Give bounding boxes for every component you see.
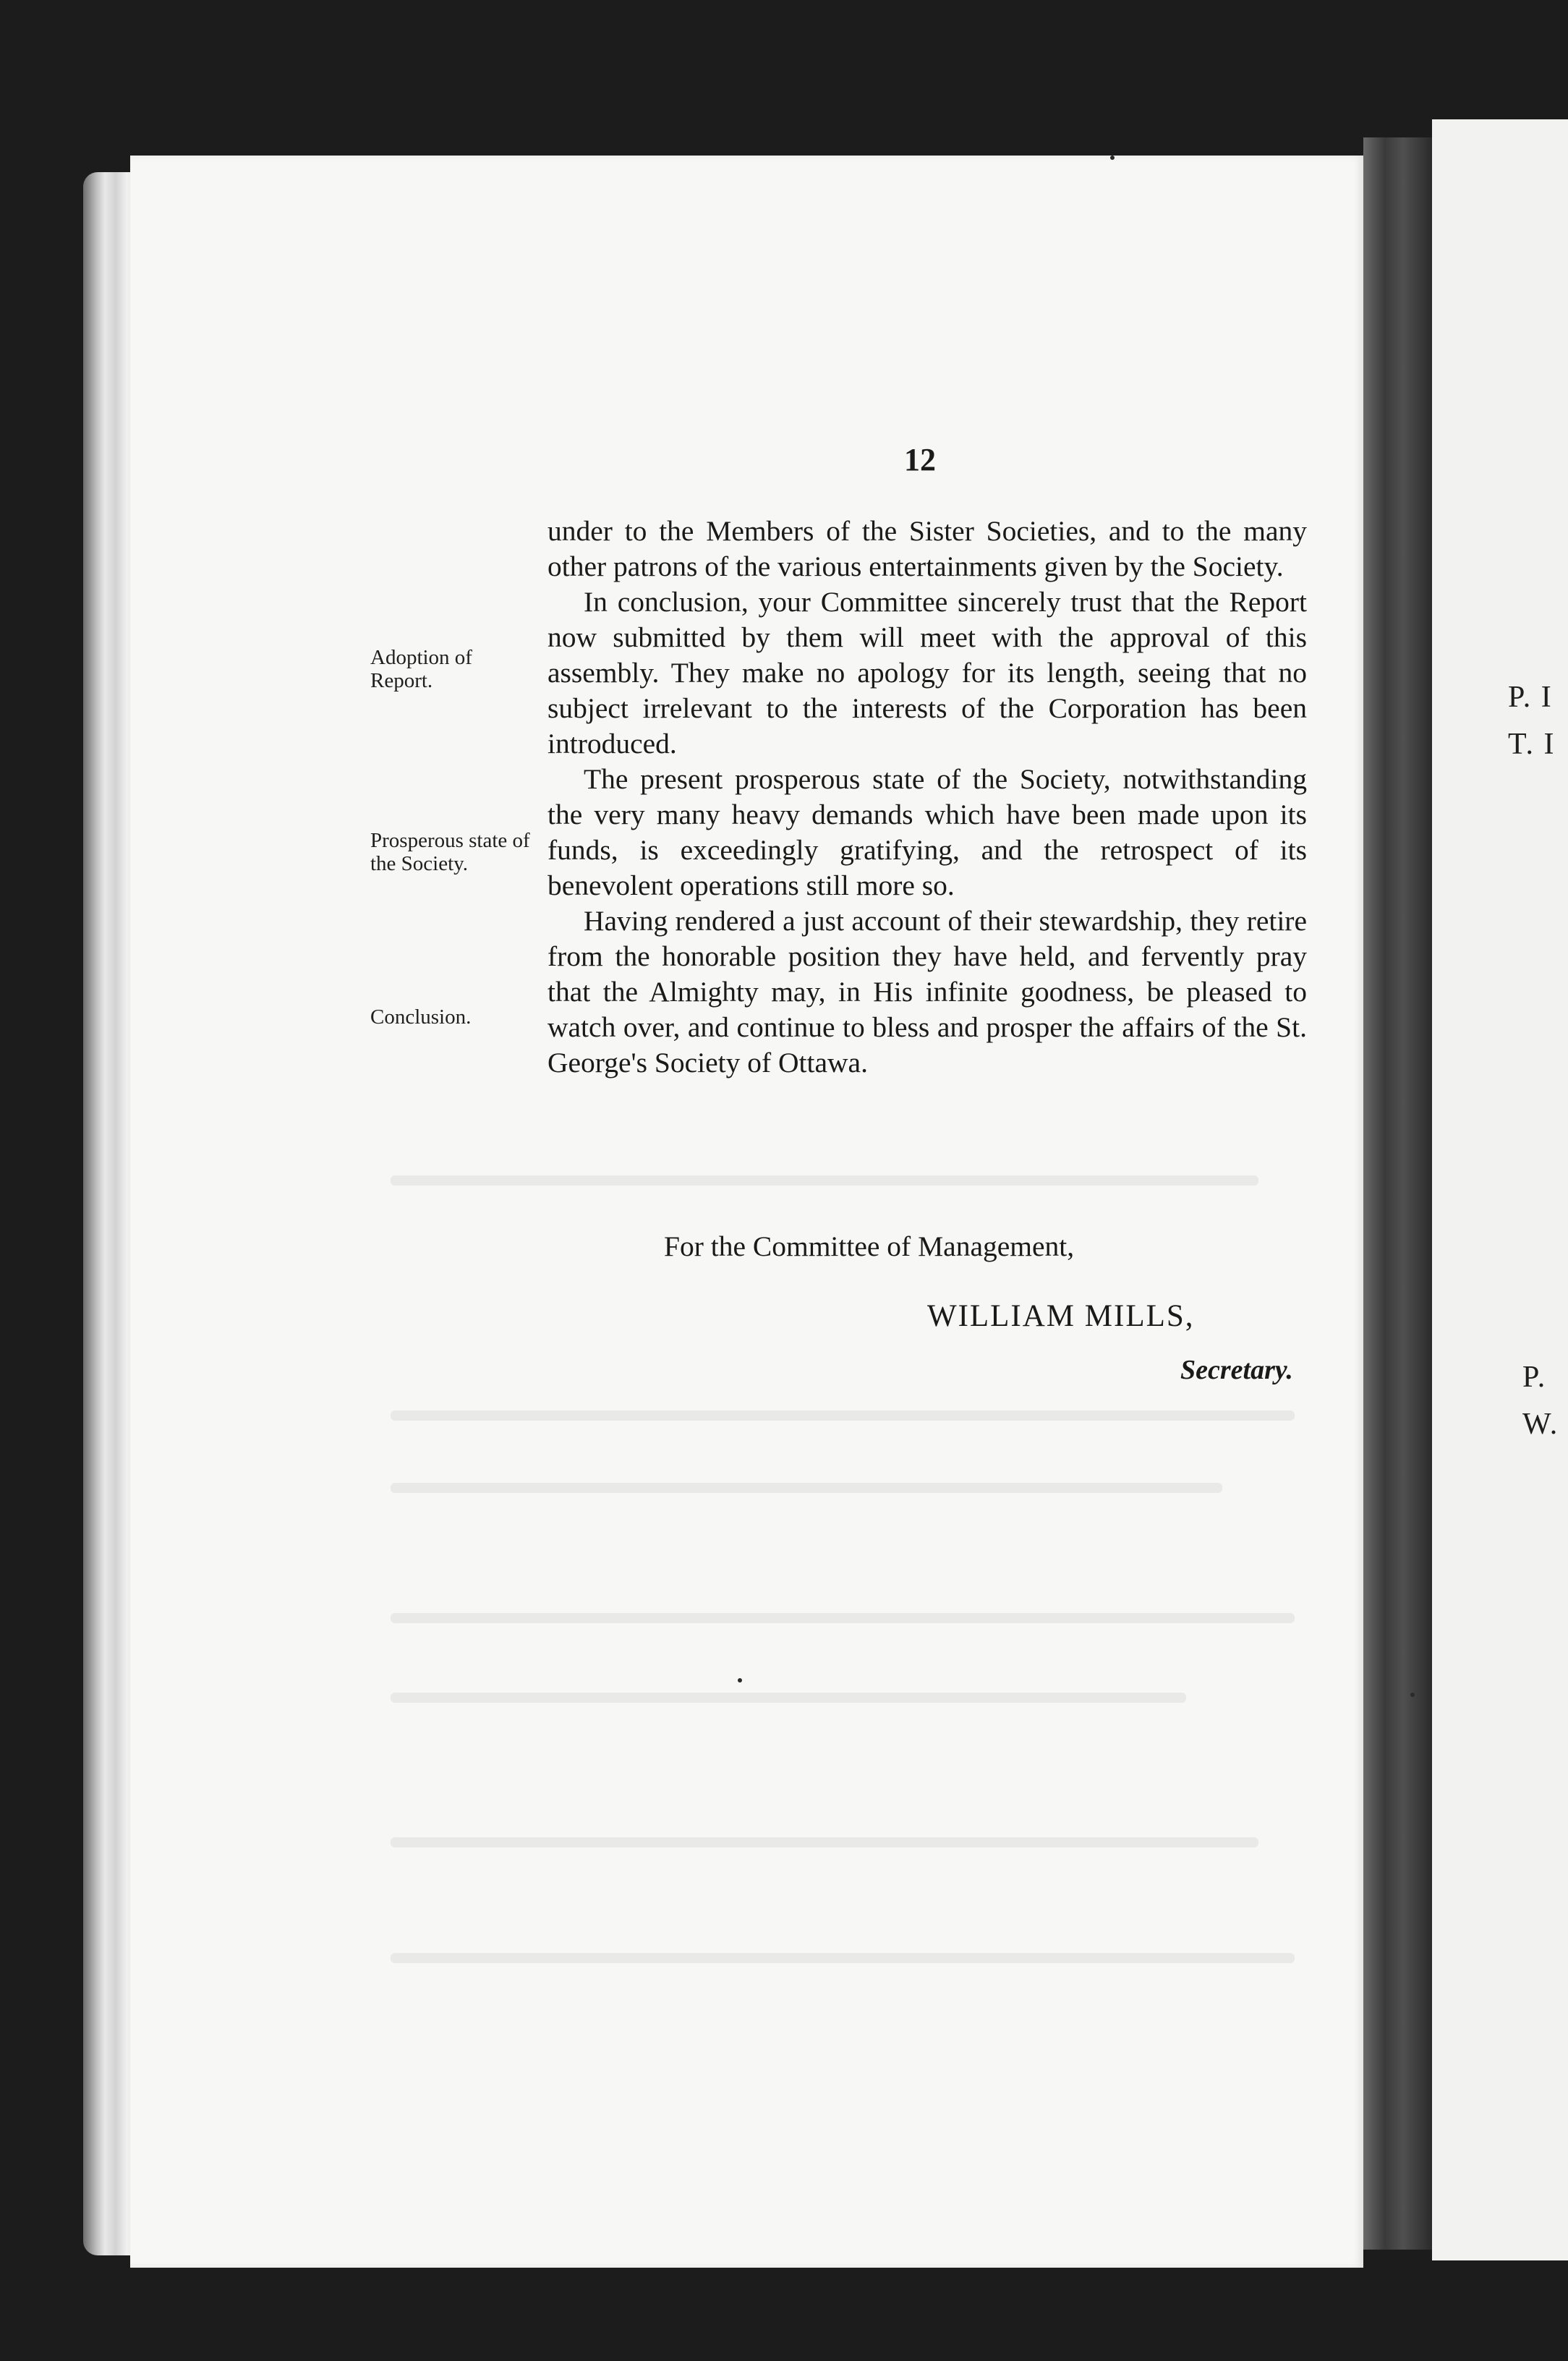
dust-speck (1110, 156, 1115, 160)
book-gutter (1363, 137, 1432, 2250)
paragraph-continuation: under to the Members of the Sister Societies, and to the many other patrons of the various entertainments given by the Society. (547, 515, 1307, 582)
bleed-through-line (391, 1175, 1258, 1186)
paragraph-adoption: In conclusion, your Committee sincerely trust that the Report now submitted by them will meet with the approval of this assembly. They make no apology for its length, seeing that no subject irrelevant to the interests of the Corporation has been introduced. (547, 586, 1307, 760)
book-page (130, 156, 1363, 2268)
marginal-note-conclusion: Conclusion. (370, 1005, 472, 1029)
facing-page-text: P. I (1508, 681, 1553, 714)
signature-name: WILLIAM MILLS, (927, 1299, 1195, 1333)
page-number: 12 (904, 442, 936, 477)
dust-speck (738, 1678, 742, 1683)
facing-page-text: T. I (1508, 728, 1556, 761)
bleed-through-line (391, 1613, 1295, 1623)
bleed-through-line (391, 1483, 1222, 1493)
facing-page-text: W. (1522, 1408, 1559, 1441)
bleed-through-line (391, 1693, 1186, 1703)
bleed-through-line (391, 1837, 1258, 1847)
facing-page (1432, 119, 1568, 2260)
marginal-note-prosperous: Prosperous state of the Society. (370, 829, 530, 875)
paragraph-conclusion: Having rendered a just account of their stewardship, they retire from the honorable position they have held, and fervently pray that the Almighty may, in His infinite goodness, be pleased to watch over, and continue to bless and prosper the affairs of the St. George's Society of Ottawa. (547, 905, 1307, 1079)
signature-title: Secretary. (1180, 1355, 1293, 1385)
marginal-note-adoption: Adoption of Report. (370, 646, 472, 692)
facing-page-text: P. (1522, 1361, 1547, 1394)
dust-speck (1410, 1693, 1415, 1697)
bleed-through-line (391, 1411, 1295, 1421)
bleed-through-line (391, 1953, 1295, 1963)
body-text (547, 514, 1307, 1081)
closing-line: For the Committee of Management, (664, 1230, 1075, 1262)
paragraph-prosperous: The present prosperous state of the Society, notwithstanding the very many heavy demands which have been made upon its funds, is exceedingly gratifying, and the retrospect of its benevolent operations still more so. (547, 763, 1307, 901)
